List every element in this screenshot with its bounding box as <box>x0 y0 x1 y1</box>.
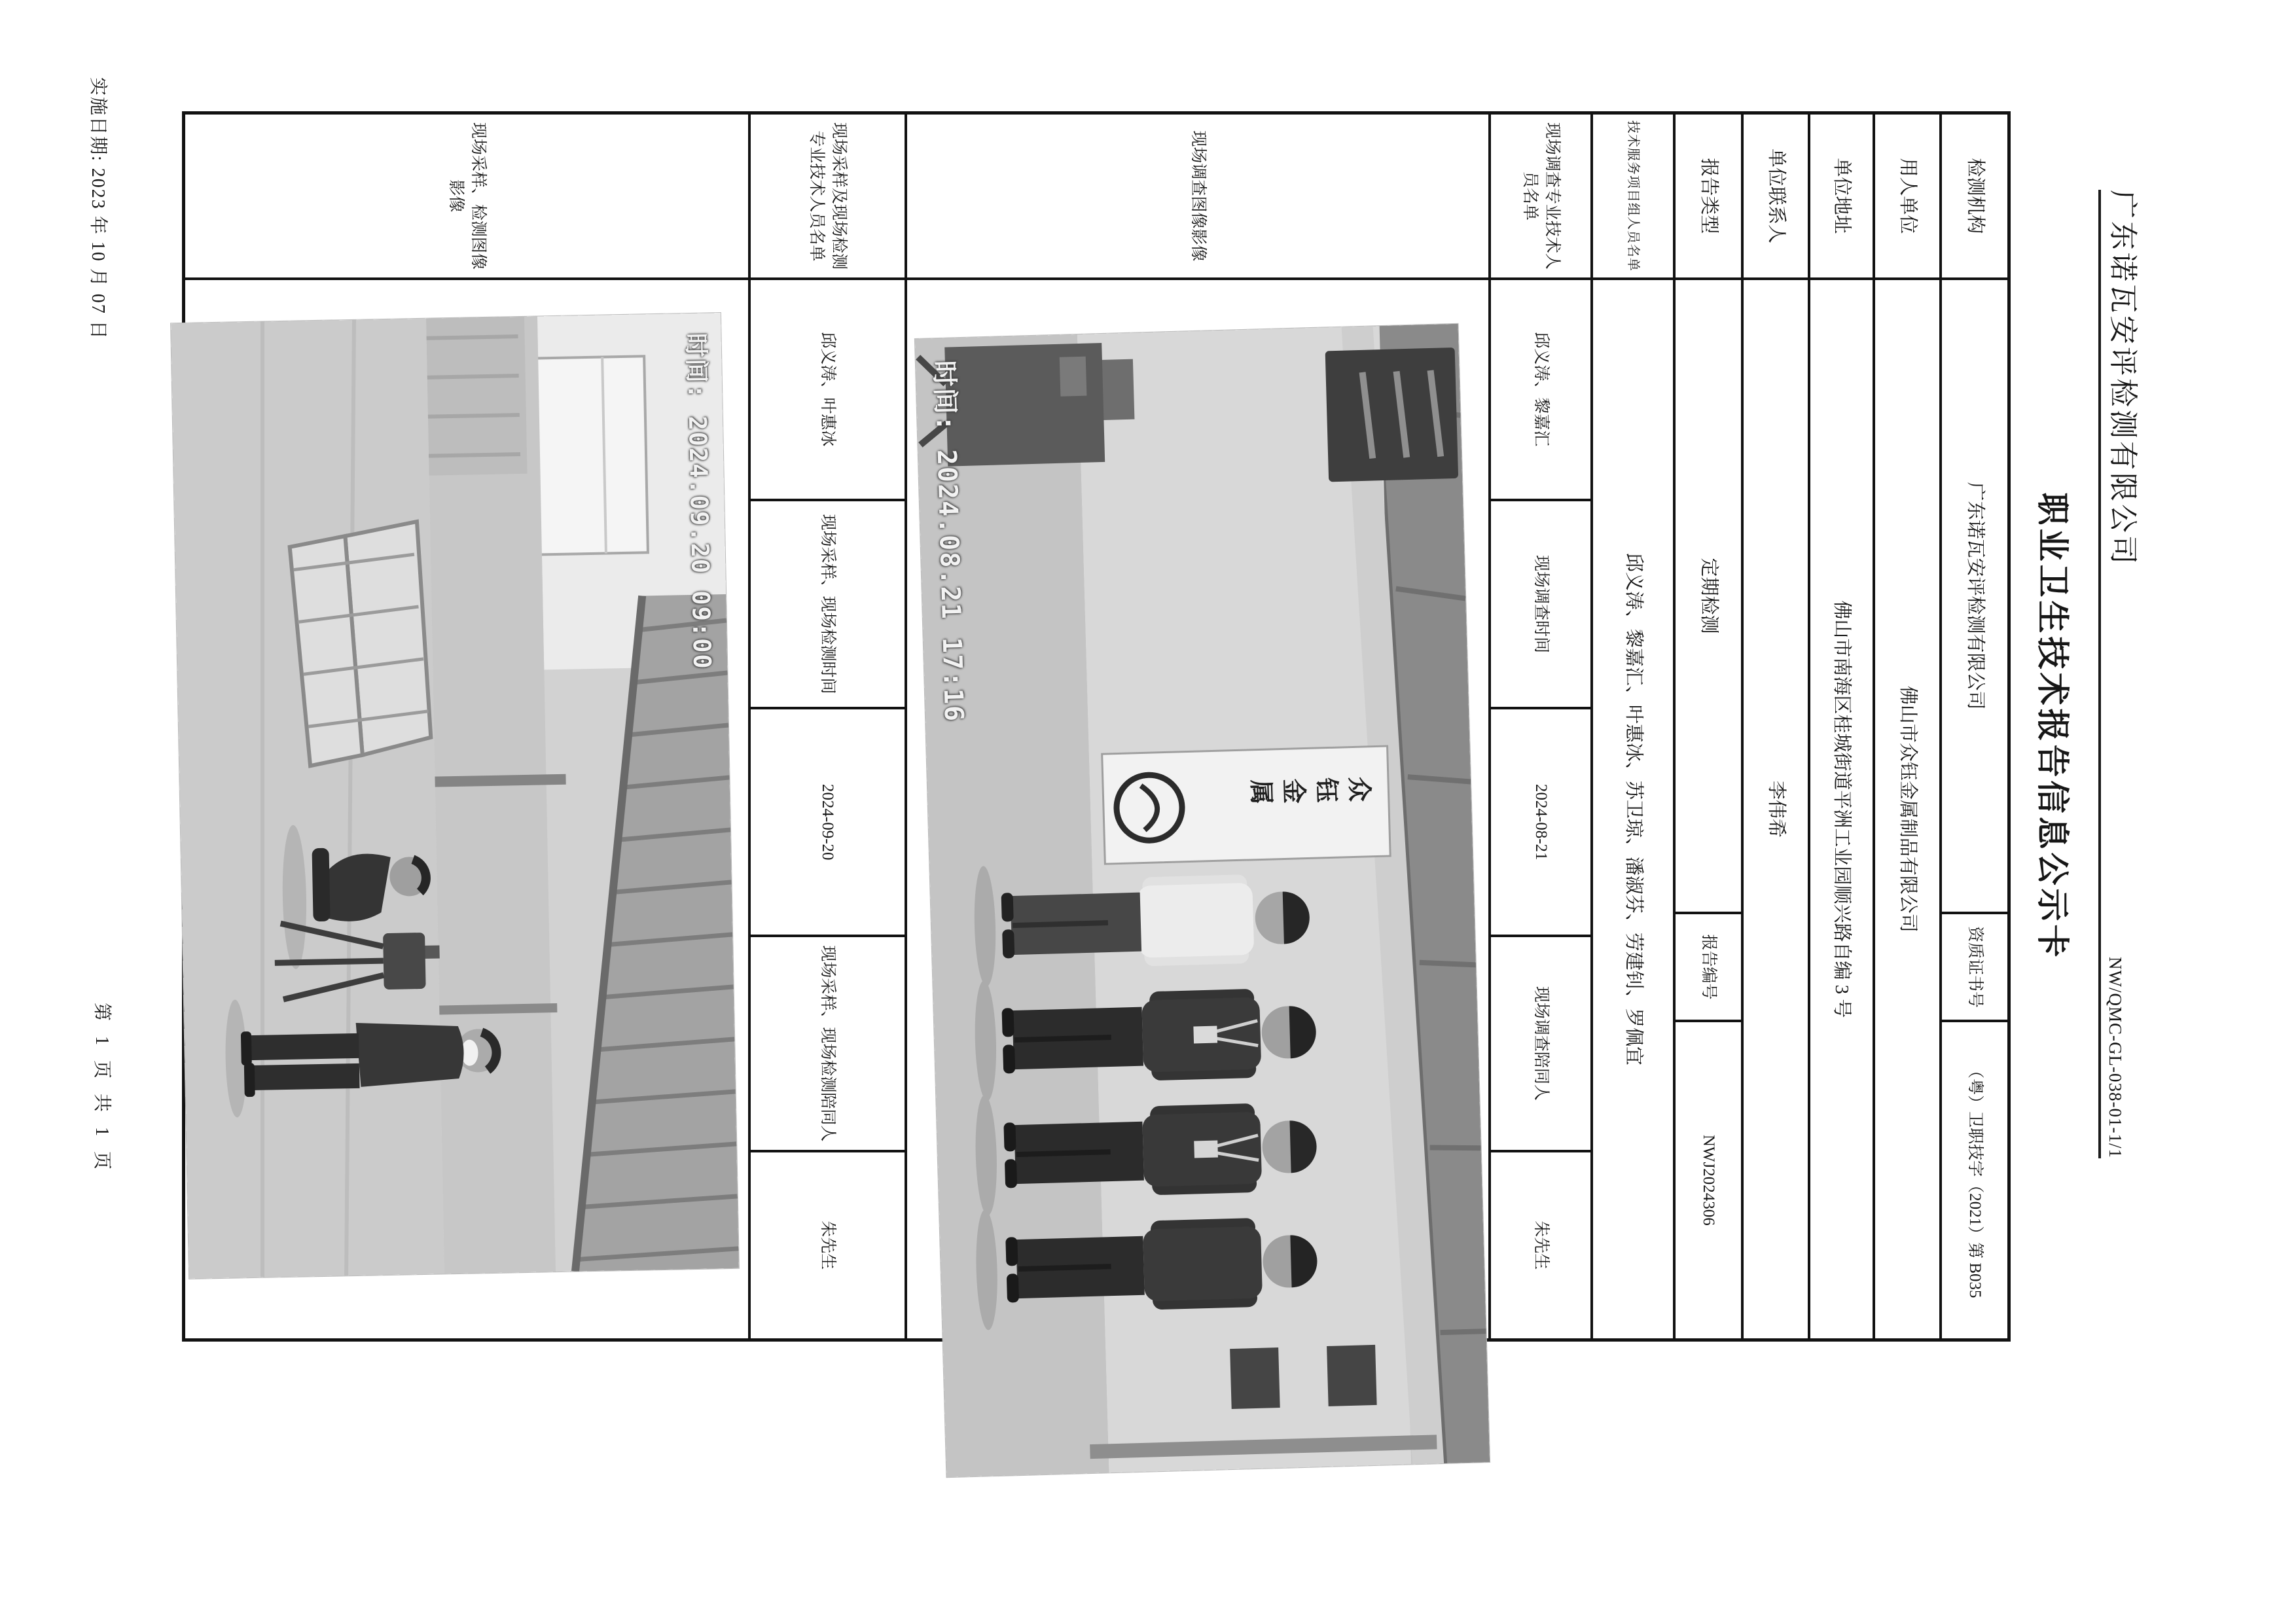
cell-caiyang-renyuan-label: 现场采样及现场检测专业技术人员名单 <box>808 122 848 270</box>
table-row <box>751 115 907 1338</box>
table-row <box>1875 115 1942 1338</box>
survey-photo <box>915 323 1490 1476</box>
table-row <box>1744 115 1810 1338</box>
footer-page-number: 第 1 页 共 1 页 <box>92 1003 112 1175</box>
cell-diaocha-peitong-label: 现场调查陪同人 <box>1491 935 1590 1149</box>
cell-caiyang-tuxiang-label: 现场采样、检测图像影像 <box>447 122 487 270</box>
cell-bianhao-value: NWJ2024306 <box>1676 1020 1741 1338</box>
info-table <box>182 111 2011 1342</box>
table-row-survey-photo <box>907 115 1491 1338</box>
table-row <box>1942 115 2007 1338</box>
cell-caiyang-shijian-value: 2024-09-20 <box>751 707 905 935</box>
sampling-photo <box>171 313 739 1279</box>
table-row <box>1593 115 1676 1338</box>
table-row <box>1676 115 1744 1338</box>
cell-sampling-photo <box>185 277 748 1338</box>
cell-xiangmuzu-value: 邱义涛、黎嘉汇、叶惠冰、苏卫琼、潘淑芬、劳建钊、罗佩宜 <box>1593 277 1673 1338</box>
cell-caiyang-peitong-value: 朱先生 <box>751 1150 905 1338</box>
cell-caiyang-renyuan-value: 邱义涛、叶惠冰 <box>751 277 905 499</box>
footer-implementation-date: 实施日期: 2023 年 10 月 07 日 <box>88 77 108 340</box>
cell-yongren-label: 用人单位 <box>1897 158 1918 234</box>
cell-yongren-value: 佛山市众钰金属制品有限公司 <box>1875 277 1939 1338</box>
cell-diaocha-shijian-label: 现场调查时间 <box>1491 499 1590 707</box>
cell-lianxiren-value: 李伟希 <box>1744 277 1808 1338</box>
table-row <box>1491 115 1593 1338</box>
cell-xiangmuzu-label: 技术服务项目组人员名单 <box>1626 120 1641 272</box>
cell-zizhi-label: 资质证书号 <box>1942 912 2007 1019</box>
cell-diaocha-peitong-value: 朱先生 <box>1491 1150 1590 1338</box>
page-header <box>2098 190 2161 1158</box>
cell-survey-photo <box>907 277 1488 1338</box>
cell-diaocha-renyuan-label: 现场调查专业技术人员名单 <box>1521 122 1561 270</box>
cell-bianhao-label: 报告编号 <box>1676 912 1741 1019</box>
page-title: 职业卫生技术报告信息公示卡 <box>2034 492 2071 961</box>
survey-photo-timestamp: 时间: 2024.08.21 17:16 <box>928 359 969 723</box>
cell-caiyang-shijian-label: 现场采样、现场检测时间 <box>751 499 905 707</box>
table-row <box>1810 115 1875 1338</box>
table-row-sampling-photo <box>185 115 751 1338</box>
survey-photo-illustration <box>915 323 1490 1476</box>
cell-jigou-value: 广东诺瓦安评检测有限公司 <box>1942 277 2007 912</box>
cell-leixing-value: 定期检测 <box>1676 277 1741 912</box>
cell-diaocha-renyuan-value: 邱义涛、黎嘉汇 <box>1491 277 1590 499</box>
header-company-name: 广东诺瓦安评检测有限公司 <box>2107 190 2139 567</box>
cell-leixing-label: 报告类型 <box>1698 158 1719 234</box>
cell-zizhi-value: （粤）卫职技字（2021）第 B035 <box>1942 1020 2007 1338</box>
cell-caiyang-peitong-label: 现场采样、现场检测陪同人 <box>751 935 905 1149</box>
cell-dizhi-value: 佛山市南海区桂城街道平洲工业园顺兴路自编 3 号 <box>1810 277 1873 1338</box>
cell-dizhi-label: 单位地址 <box>1831 158 1853 234</box>
cell-diaocha-shijian-value: 2024-08-21 <box>1491 707 1590 935</box>
banner-text: 众钰金属 <box>1241 772 1373 804</box>
cell-lianxiren-label: 单位联系人 <box>1765 148 1787 243</box>
cell-jigou-label: 检测机构 <box>1964 158 1986 234</box>
sampling-photo-illustration <box>171 313 739 1279</box>
cell-diaocha-tuxiang-label: 现场调查图像影像 <box>1189 130 1207 262</box>
header-doc-code: NW/QMC-GL-038-01-1/1 <box>2106 957 2125 1158</box>
sampling-photo-timestamp: 时间: 2024.09.20 09:00 <box>681 332 717 670</box>
